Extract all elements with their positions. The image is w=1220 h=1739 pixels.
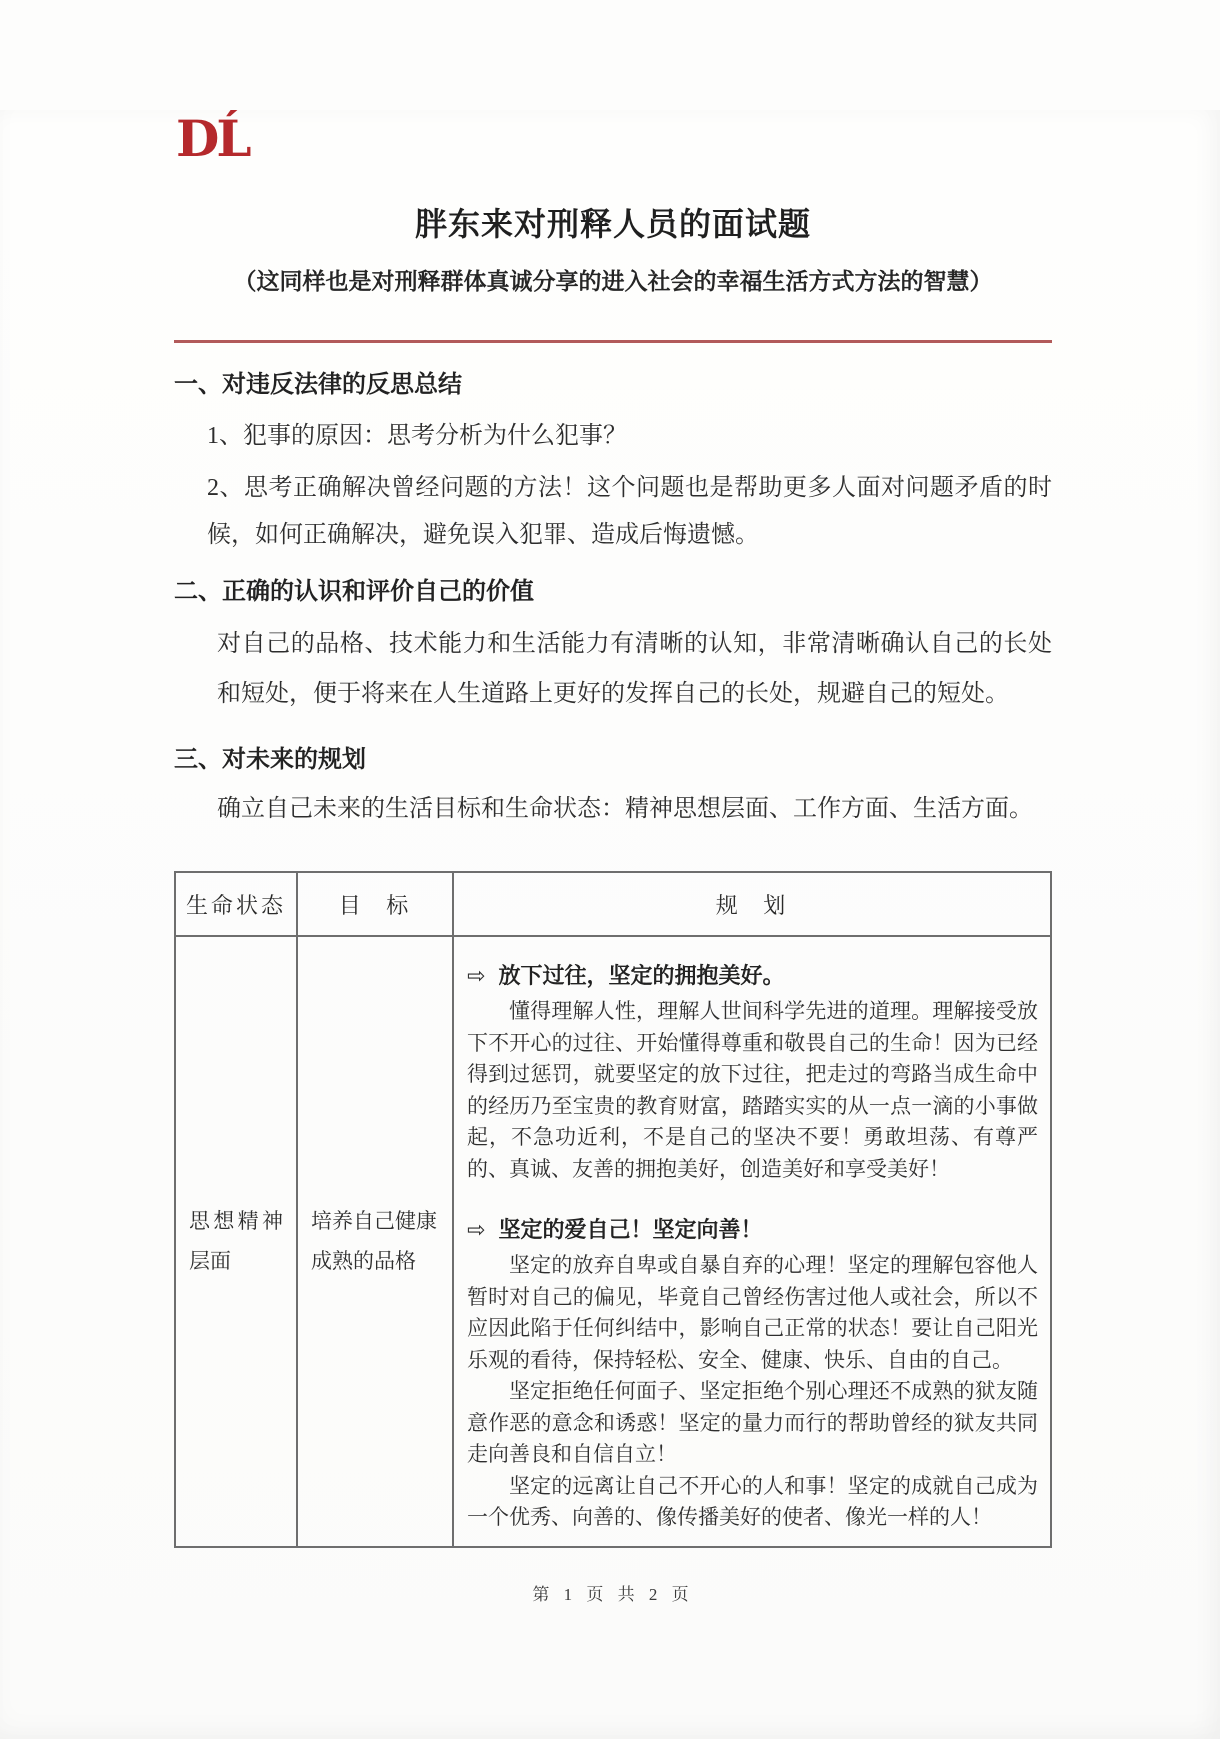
plan-block-2-paragraph-1: 坚定的放弃自卑或自暴自弃的心理！坚定的理解包容他人暂时对自己的偏见，毕竟自己曾经伤害过他人或社会，所以不应因此陷于任何纠结中，影响自己正常的状态！要让自己阳光乐观的看待，保持轻松、安全、健康、快乐、自由的自己。	[467, 1253, 1038, 1372]
life-plan-table	[174, 871, 1052, 1548]
section-1-item-2: 2、思考正确解决曾经问题的方法！这个问题也是帮助更多人面对问题矛盾的时候，如何正确解决，避免误入犯罪、造成后悔遗憾。	[207, 475, 1052, 548]
section-1-heading: 一、对违反法律的反思总结	[174, 372, 462, 398]
plan-block-2-paragraph-3: 坚定的远离让自己不开心的人和事！坚定的成就自己成为一个优秀、向善的、像传播美好的使者、像光一样的人！	[467, 1473, 1038, 1529]
section-1	[174, 368, 1052, 559]
section-3-body: 确立自己未来的生活目标和生命状态：精神思想层面、工作方面、生活方面。	[217, 796, 1033, 822]
plan-block-1-heading	[467, 959, 1038, 994]
plan-block-1-paragraph-1: 懂得理解人性，理解人世间科学先进的道理。理解接受放下不开心的过往、开始懂得尊重和敬畏自己的生命！因为已经得到过惩罚，就要坚定的放下过往，把走过的弯路当成生命中的经历乃至宝贵的教育财富，踏踏实实的从一点一滴的小事做起，不急功近利，不是自己的坚决不要！勇敢坦荡、有尊严的、真诚、友善的拥抱美好，创造美好和享受美好！	[467, 999, 1038, 1181]
plan-block-2	[467, 1213, 1038, 1534]
table-cell-goal	[298, 937, 454, 1546]
page-number-indicator: 第 1 页 共 2 页	[532, 1584, 694, 1604]
right-arrow-icon: ⇨	[467, 964, 486, 989]
table-header-goal: 目 标	[298, 873, 454, 937]
plan-block-1	[467, 959, 1038, 1185]
right-arrow-icon: ⇨	[467, 1218, 486, 1243]
section-2-body: 对自己的品格、技术能力和生活能力有清晰的认知，非常清晰确认自己的长处和短处，便于将来在人生道路上更好的发挥自己的长处，规避自己的短处。	[217, 631, 1052, 707]
plan-block-2-paragraph-2: 坚定拒绝任何面子、坚定拒绝个别心理还不成熟的狱友随意作恶的意念和诱惑！坚定的量力而行的帮助曾经的狱友共同走向善良和自信自立！	[467, 1379, 1038, 1466]
plan-block-1-heading-text: 放下过往，坚定的拥抱美好。	[498, 963, 785, 988]
plan-block-2-heading	[467, 1213, 1038, 1248]
section-1-item-1: 1、犯事的原因：思考分析为什么犯事？	[207, 423, 627, 449]
section-3-heading: 三、对未来的规划	[174, 747, 366, 773]
pangdonglai-dl-logo: DĹ	[176, 109, 249, 168]
section-2-heading: 二、正确的认识和评价自己的价值	[174, 579, 534, 605]
table-header-plan: 规 划	[454, 873, 1050, 937]
plan-block-2-heading-text: 坚定的爱自己！坚定向善！	[498, 1217, 763, 1242]
document-page	[0, 110, 1220, 1739]
life-state-text: 思想精神层面	[189, 1209, 283, 1274]
document-subtitle: （这同样也是对刑释群体真诚分享的进入社会的幸福生活方式方法的智慧）	[233, 269, 993, 294]
red-divider-line	[174, 340, 1052, 343]
table-header-life-state: 生命状态	[176, 873, 298, 937]
section-3	[174, 743, 1052, 831]
document-title: 胖东来对刑释人员的面试题	[414, 206, 811, 242]
table-cell-life-state	[176, 937, 298, 1546]
goal-text: 培养自己健康成熟的品格	[311, 1209, 437, 1274]
table-cell-plan	[454, 937, 1050, 1546]
section-2	[174, 575, 1052, 719]
